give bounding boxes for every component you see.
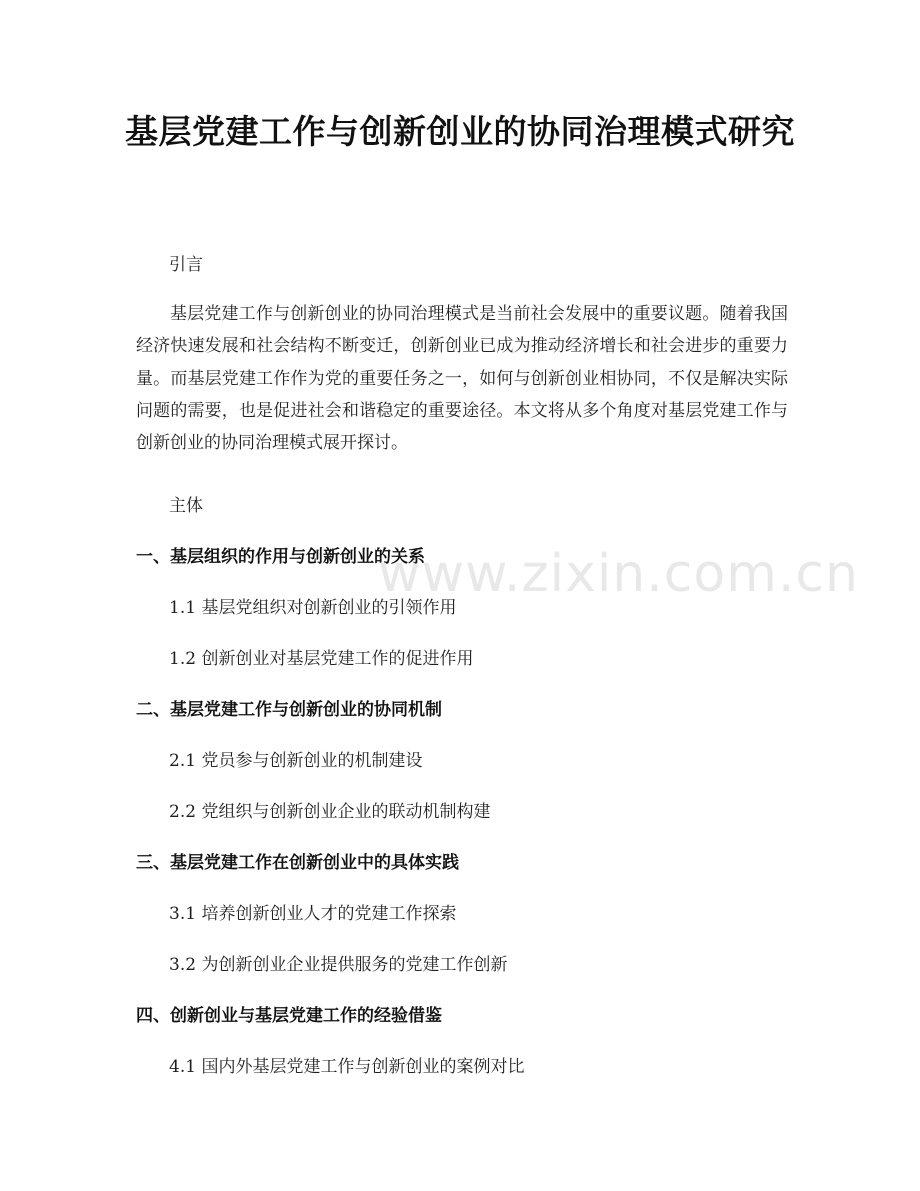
section-heading-3: 三、基层党建工作在创新创业中的具体实践 [136, 853, 459, 873]
section-heading-2: 二、基层党建工作与创新创业的协同机制 [136, 700, 442, 720]
intro-label: 引言 [169, 255, 203, 275]
section-item-4-1: 4.1 国内外基层党建工作与创新创业的案例对比 [169, 1057, 525, 1077]
section-item-2-1: 2.1 党员参与创新创业的机制建设 [169, 751, 423, 771]
section-item-2-2: 2.2 党组织与创新创业企业的联动机制构建 [169, 802, 491, 822]
document-title: 基层党建工作与创新创业的协同治理模式研究 [125, 112, 795, 151]
intro-paragraph: 基层党建工作与创新创业的协同治理模式是当前社会发展中的重要议题。随着我国经济快速发展和社会结构不断变迁，创新创业已成为推动经济增长和社会进步的重要力量。而基层党建工作作为党的重要任务之一，如何与创新创业相协同，不仅是解决实际问题的需要，也是促进社会和谐稳定的重要途径。本文将从多个角度对基层党建工作与创新创业的协同治理模式展开探讨。 [136, 304, 788, 454]
section-item-3-1: 3.1 培养创新创业人才的党建工作探索 [169, 904, 457, 924]
section-heading-1: 一、基层组织的作用与创新创业的关系 [136, 547, 425, 567]
section-item-3-2: 3.2 为创新创业企业提供服务的党建工作创新 [169, 955, 508, 975]
body-label: 主体 [169, 496, 203, 516]
section-heading-4: 四、创新创业与基层党建工作的经验借鉴 [136, 1006, 442, 1026]
section-item-1-2: 1.2 创新创业对基层党建工作的促进作用 [169, 649, 474, 669]
watermark: www.zixin.com.cn [378, 544, 859, 604]
section-item-1-1: 1.1 基层党组织对创新创业的引领作用 [169, 598, 457, 618]
